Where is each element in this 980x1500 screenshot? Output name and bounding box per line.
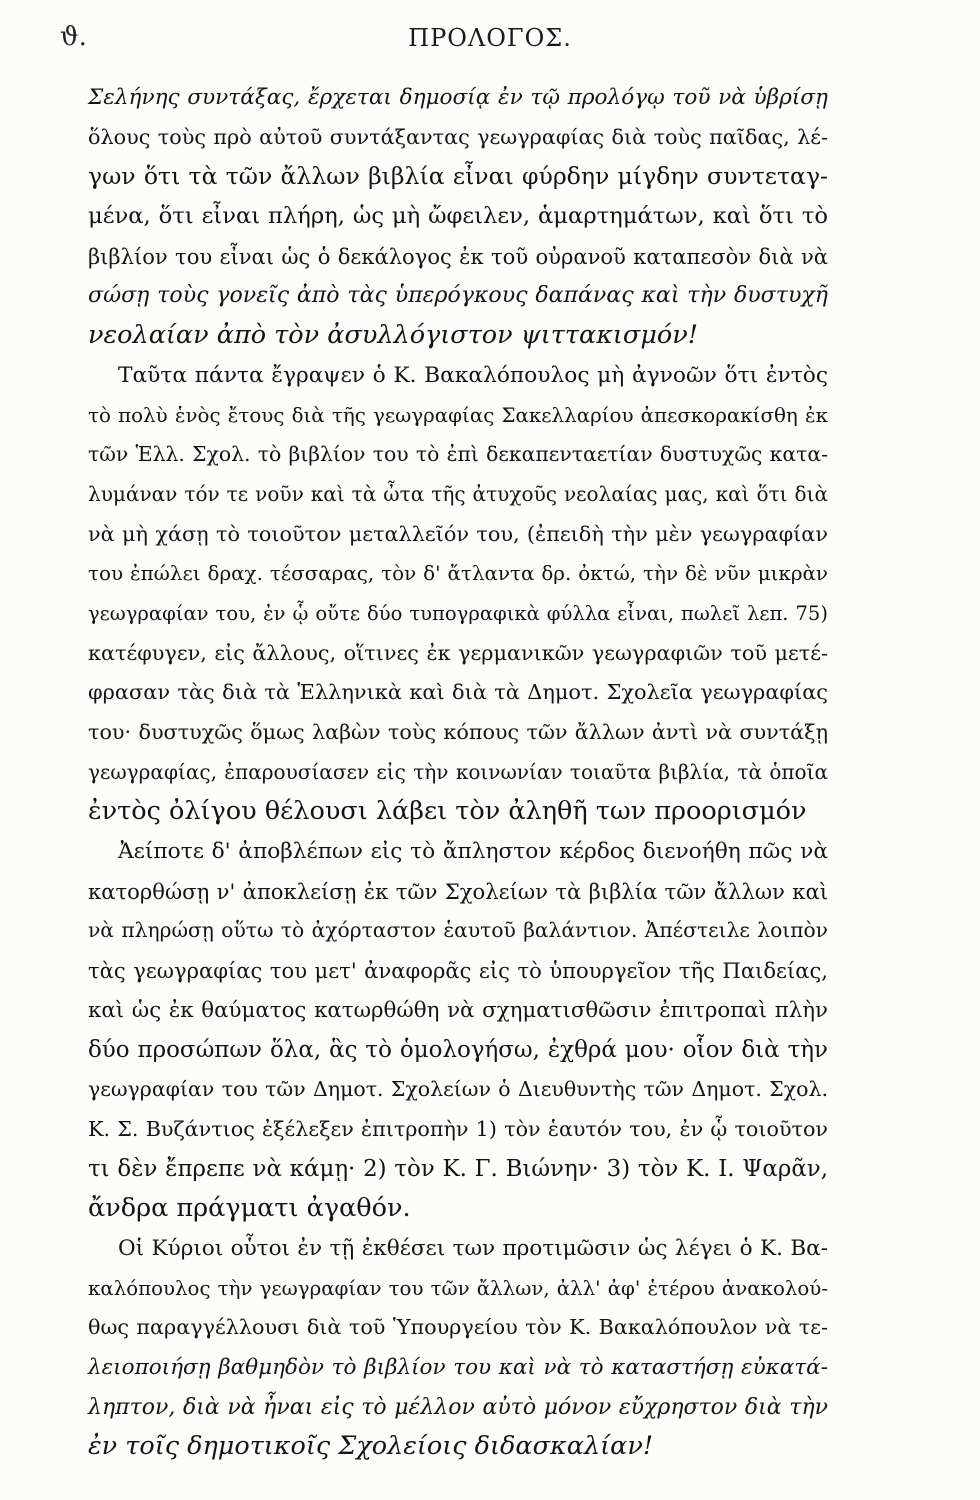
text-line: καλόπουλος τὴν γεωγραφίαν του τῶν ἄλλων, ἀλλ' ἀφ' ἑτέρου ἀνακολού- <box>88 1276 828 1300</box>
text-line: λυμάναν τόν τε νοῦν καὶ τὰ ὦτα τῆς ἀτυχοῦς νεολαίας μας, καὶ ὅτι διὰ <box>88 481 828 506</box>
text-line: τὰς γεωγραφίας του μετ' ἀναφορᾶς εἰς τὸ ὑπουργεῖον τῆς Παιδείας, <box>88 958 828 984</box>
text-line: Οἱ Κύριοι οὗτοι ἐν τῇ ἐκθέσει των προτιμῶσιν ὡς λέγει ὁ Κ. Βα- <box>118 1235 828 1261</box>
running-title: ΠΡΟΛΟΓΟΣ. <box>408 24 572 52</box>
text-line: τι δὲν ἔπρεπε νὰ κάμῃ· 2) τὸν Κ. Γ. Βιώνην· 3) τὸν Κ. Ι. Ψαρᾶν, <box>88 1155 828 1182</box>
text-line: γεωγραφίας, ἐπαρουσίασεν εἰς τὴν κοινωνίαν τοιαῦτα βιβλία, τὰ ὁποῖα <box>88 759 828 784</box>
text-line: μένα, ὅτι εἶναι πλήρη, ὡς μὴ ὤφειλεν, ἁμαρτημάτων, καὶ ὅτι τὸ <box>88 203 828 230</box>
text-line: νὰ πληρώσῃ οὕτω τὸ ἀχόρταστον ἑαυτοῦ βαλάντιον. Ἀπέστειλε λοιπὸν <box>88 918 828 943</box>
text-line: κατορθώσῃ ν' ἀποκλείσῃ ἐκ τῶν Σχολείων τὰ βιβλία τῶν ἄλλων καὶ <box>88 878 828 904</box>
text-line: γεωγραφίαν του τῶν Δημοτ. Σχολείων ὁ Διευθυντὴς τῶν Δημοτ. Σχολ. <box>88 1077 828 1102</box>
text-line: του· δυστυχῶς ὅμως λαβὼν τοὺς κόπους τῶν ἄλλων ἀντὶ νὰ συντάξῃ <box>88 720 828 744</box>
text-line: νὰ μὴ χάσῃ τὸ τοιοῦτον μεταλλεῖόν του, (ἐπειδὴ τὴν μὲν γεωγραφίαν <box>88 521 828 546</box>
text-line: ὅλους τοὺς πρὸ αὐτοῦ συντάξαντας γεωγραφίας διὰ τοὺς παῖδας, λέ- <box>88 124 828 149</box>
text-line: νεολαίαν ἀπὸ τὸν ἀσυλλόγιστον ψιττακισμόν! <box>88 320 698 351</box>
text-line: θως παραγγέλλουσι διὰ τοῦ Ὑπουργείου τὸν Κ. Βακαλόπουλον νὰ τε- <box>88 1315 828 1340</box>
text-line: φρασαν τὰς διὰ τὰ Ἑλληνικὰ καὶ διὰ τὰ Δημοτ. Σχολεῖα γεωγραφίας <box>88 680 828 705</box>
text-line: γων ὅτι τὰ τῶν ἄλλων βιβλία εἶναι φύρδην μίγδην συντεταγ- <box>88 162 828 191</box>
text-line: Σελήνης συντάξας, ἔρχεται δημοσίᾳ ἐν τῷ προλόγῳ τοῦ νὰ ὑβρίσῃ <box>88 85 828 110</box>
body-text <box>88 78 828 1467</box>
text-line: Ἀείποτε δ' ἀποβλέπων εἰς τὸ ἄπληστον κέρδος διενοήθη πῶς νὰ <box>118 839 828 865</box>
text-line: τῶν Ἑλλ. Σχολ. τὸ βιβλίον του τὸ ἐπὶ δεκαπενταετίαν δυστυχῶς κατα- <box>88 442 828 467</box>
text-line: ληπτον, διὰ νὰ ἦναι εἰς τὸ μέλλον αὐτὸ μόνον εὔχρηστον διὰ τὴν <box>88 1394 828 1420</box>
text-line: δύο προσώπων ὅλα, ἃς τὸ ὁμολογήσω, ἐχθρά μου· οἷον διὰ τὴν <box>88 1036 828 1063</box>
text-line: ἐν τοῖς δημοτικοῖς Σχολείοις διδασκαλίαν! <box>88 1431 654 1462</box>
text-line: Ταῦτα πάντα ἔγραψεν ὁ Κ. Βακαλόπουλος μὴ ἀγνοῶν ὅτι ἐντὸς <box>118 362 828 388</box>
page-number: ϑ. <box>60 22 87 52</box>
text-line: Κ. Σ. Βυζάντιος ἐξέλεξεν ἐπιτροπὴν 1) τὸν ἑαυτόν του, ἐν ᾧ τοιοῦτον <box>88 1116 828 1141</box>
text-line: ἄνδρα πράγματι ἀγαθόν. <box>88 1193 411 1224</box>
text-line: ἐντὸς ὀλίγου θέλουσι λάβει τὸν ἀληθῆ των προορισμόν <box>88 796 807 827</box>
text-line: γεωγραφίαν του, ἐν ᾧ οὔτε δύο τυπογραφικὰ φύλλα εἶναι, πωλεῖ λεπ. 75) <box>88 601 828 625</box>
text-line: του ἐπώλει δραχ. τέσσαρας, τὸν δ' ἄτλαντα δρ. ὀκτώ, τὴν δὲ νῦν μικρὰν <box>88 562 828 586</box>
text-line: λειοποιήσῃ βαθμηδὸν τὸ βιβλίον του καὶ νὰ τὸ καταστήσῃ εὐκατά- <box>88 1355 828 1380</box>
text-line: τὸ πολὺ ἑνὸς ἔτους διὰ τῆς γεωγραφίας Σακελλαρίου ἀπεσκορακίσθη ἐκ <box>88 403 828 427</box>
text-line: καὶ ὡς ἐκ θαύματος κατωρθώθη νὰ σχηματισθῶσιν ἐπιτροπαὶ πλὴν <box>88 997 828 1023</box>
text-line: κατέφυγεν, εἰς ἄλλους, οἵτινες ἐκ γερμανικῶν γεωγραφιῶν τοῦ μετέ- <box>88 640 828 665</box>
text-line: σώσῃ τοὺς γονεῖς ἀπὸ τὰς ὑπερόγκους δαπάνας καὶ τὴν δυστυχῆ <box>88 282 828 309</box>
text-line: βιβλίον του εἶναι ὡς ὁ δεκάλογος ἐκ τοῦ οὐρανοῦ καταπεσὸν διὰ νὰ <box>88 243 828 269</box>
